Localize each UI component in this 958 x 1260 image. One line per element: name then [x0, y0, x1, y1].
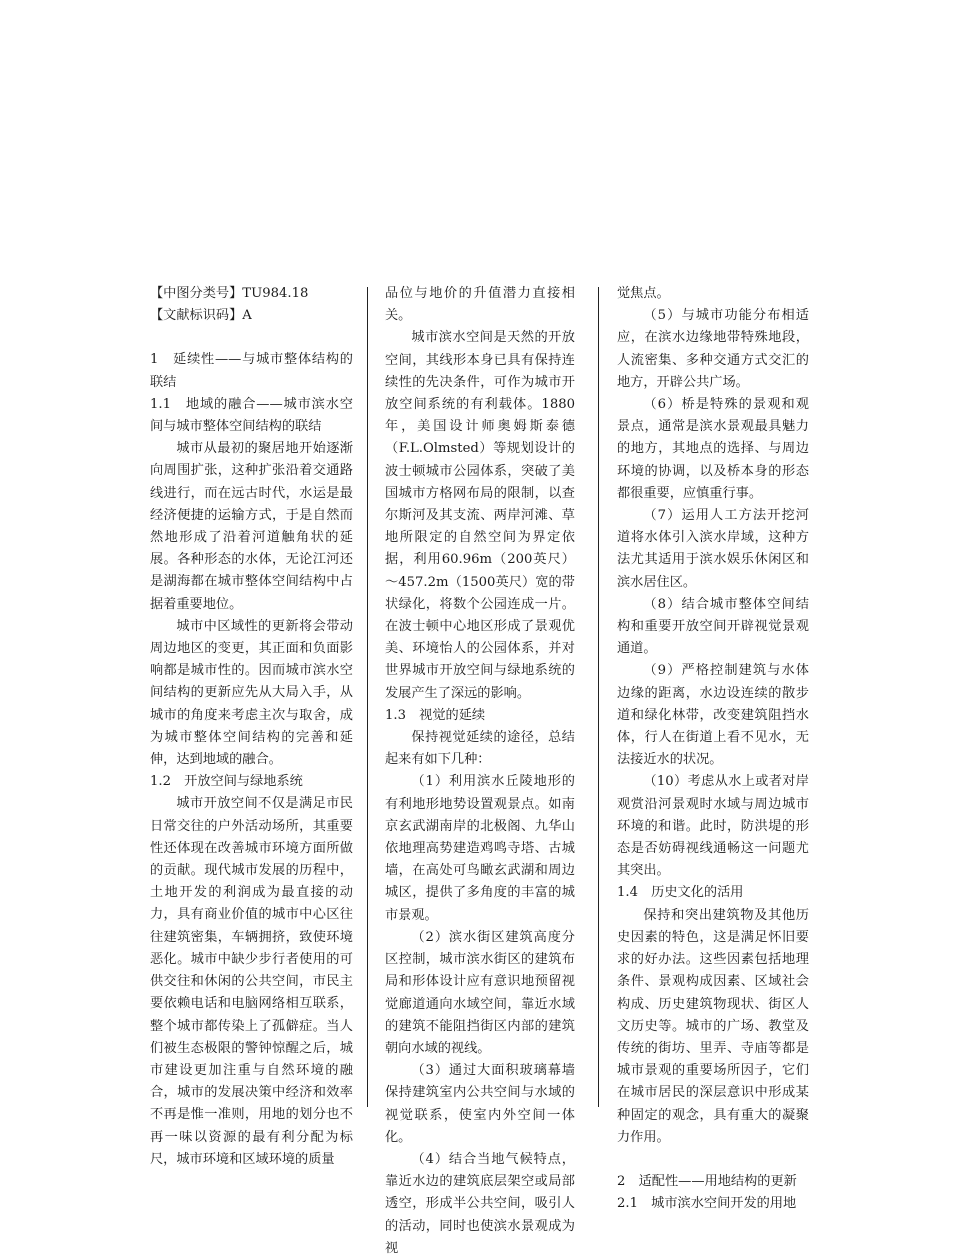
section-heading: 1 延续性——与城市整体结构的联结 [150, 352, 353, 390]
list-item: （3）通过大面积玻璃幕墙保持建筑室内公共空间与水域的视觉联系，使室内外空间一体化。 [385, 1063, 575, 1145]
paragraph: 保持视觉延续的途径，总结起来有如下几种： [385, 730, 575, 768]
list-item: （5）与城市功能分布相适应，在滨水边缘地带特殊地段，人流密集、多种交通方式交汇的地方，开辟公共广场。 [617, 308, 809, 390]
classification-number: 【中图分类号】TU984.18 [150, 286, 309, 301]
list-item: （9）严格控制建筑与水体边缘的距离，水边设连续的散步道和绿化林带，改变建筑阻挡水体，行人在街道上看不见水，无法接近水的状况。 [617, 663, 809, 768]
subsection-heading: 1.2 开放空间与绿地系统 [150, 774, 303, 790]
list-item: （7）运用人工方法开挖河道将水体引入滨水岸域，这种方法尤其适用于滨水娱乐休闲区和滨水居住区。 [617, 508, 809, 590]
list-item: （1）利用滨水丘陵地形的有利地形地势设置观景点。如南京玄武湖南岸的北极阁、九华山依地理高势建造鸡鸣寺塔、古城墙，在高处可鸟瞰玄武湖和周边城区，提供了多角度的丰富的城市景观。 [385, 774, 575, 923]
subsection-heading: 1.3 视觉的延续 [385, 707, 486, 723]
subsection-heading: 1.1 地域的融合——城市滨水空间与城市整体空间结构的联结 [150, 396, 353, 435]
list-item: （2）滨水街区建筑高度分区控制，城市滨水街区的建筑布局和形体设计应有意识地预留视觉廊道通向水域空间，靠近水域的建筑不能阻挡街区内部的建筑朝向水域的视线。 [385, 929, 575, 1056]
list-item: （10）考虑从水上或者对岸观赏沿河景观时水域与周边城市环境的和谐。此时，防洪堤的形态是否妨碍视线通畅这一问题尤其突出。 [617, 774, 809, 879]
spacer [150, 327, 353, 349]
column-divider-1 [367, 287, 368, 1107]
paragraph: 城市从最初的聚居地开始逐渐向周围扩张，这种扩张沿着交通路线进行，而在远古时代，水运是最经济便捷的运输方式，于是自然而然地形成了沿着河道触角状的延展。各种形态的水体，无论江河还是湖海都在城市整体空间结构中占据着重要地位。 [150, 441, 353, 612]
document-code: 【文献标识码】A [150, 308, 252, 324]
paragraph: 城市开放空间不仅是满足市民日常交往的户外活动场所，其重要性还体现在改善城市环境方面所做的贡献。现代城市发展的历程中，土地开发的利润成为最直接的动力，具有商业价值的城市中心区往往建筑密集，车辆拥挤，致使环境恶化。城市中缺少步行者使用的可供交往和休闲的公共空间，市民主要依赖电话和电脑网络相互联系，整个城市都传染上了孤僻症。当人们被生态极限的警钟惊醒之后，城市建设更加注重与自然环境的融合，城市的发展决策中经济和效率不再是惟一准则，用地的划分也不再一味以资源的最有利分配为标尺，城市环境和区域环境的质量 [150, 796, 353, 1167]
subsection-heading: 1.4 历史文化的活用 [617, 885, 744, 901]
paragraph: 城市滨水空间是天然的开放空间，其线形本身已具有保持连续性的先决条件，可作为城市开放空间系统的有利载体。1880年，美国设计师奥姆斯泰德（F.L.Olmsted）等规划设计的波士顿城市公园体系，突破了美国城市方格网布局的限制，以查尔斯河及其支流、两岸河滩、草地所限定的自然空间为界定依据，利用60.96m（200英尺）～457.2m（1500英尺）宽的带状绿化，将数个公园连成一片。在波士顿中心地区形成了景观优美、环境怡人的公园体系，并对世界城市开放空间与绿地系统的发展产生了深远的影响。 [385, 330, 575, 701]
list-item: （6）桥是特殊的景观和观景点，通常是滨水景观最具魅力的地方，其地点的选择、与周边环境的协调，以及桥本身的形态都很重要，应慎重行事。 [617, 397, 809, 501]
paragraph-continuation: 觉焦点。 [617, 286, 670, 301]
subsection-heading: 2.1 城市滨水空间开发的用地 [617, 1196, 797, 1212]
paragraph-continuation: 品位与地价的升值潜力直接相关。 [385, 286, 575, 324]
column-1 [150, 283, 353, 1171]
spacer [617, 1149, 809, 1171]
column-3 [617, 283, 809, 1215]
paragraph: 城市中区域性的更新将会带动周边地区的变更，其正面和负面影响都是城市性的。因而城市滨水空间结构的更新应先从大局入手，从城市的角度来考虑主次与取舍，成为城市整体空间结构的完善和延伸，达到地域的融合。 [150, 618, 353, 768]
column-2 [385, 283, 575, 1260]
column-divider-2 [598, 287, 599, 1107]
list-item: （8）结合城市整体空间结构和重要开放空间开辟视觉景观通道。 [617, 596, 809, 657]
section-heading: 2 适配性——用地结构的更新 [617, 1173, 797, 1189]
list-item: （4）结合当地气候特点，靠近水边的建筑底层架空或局部透空，形成半公共空间，吸引人的活动，同时也使滨水景观成为视 [385, 1151, 575, 1256]
paragraph: 保持和突出建筑物及其他历史因素的特色，这是满足怀旧要求的好办法。这些因素包括地理条件、景观构成因素、区域社会构成、历史建筑物现状、街区人文历史等。城市的广场、教堂及传统的街坊、里弄、寺庙等都是城市景观的重要场所因子，它们在城市居民的深层意识中形成某种固定的观念，具有重大的凝聚力作用。 [617, 907, 809, 1145]
